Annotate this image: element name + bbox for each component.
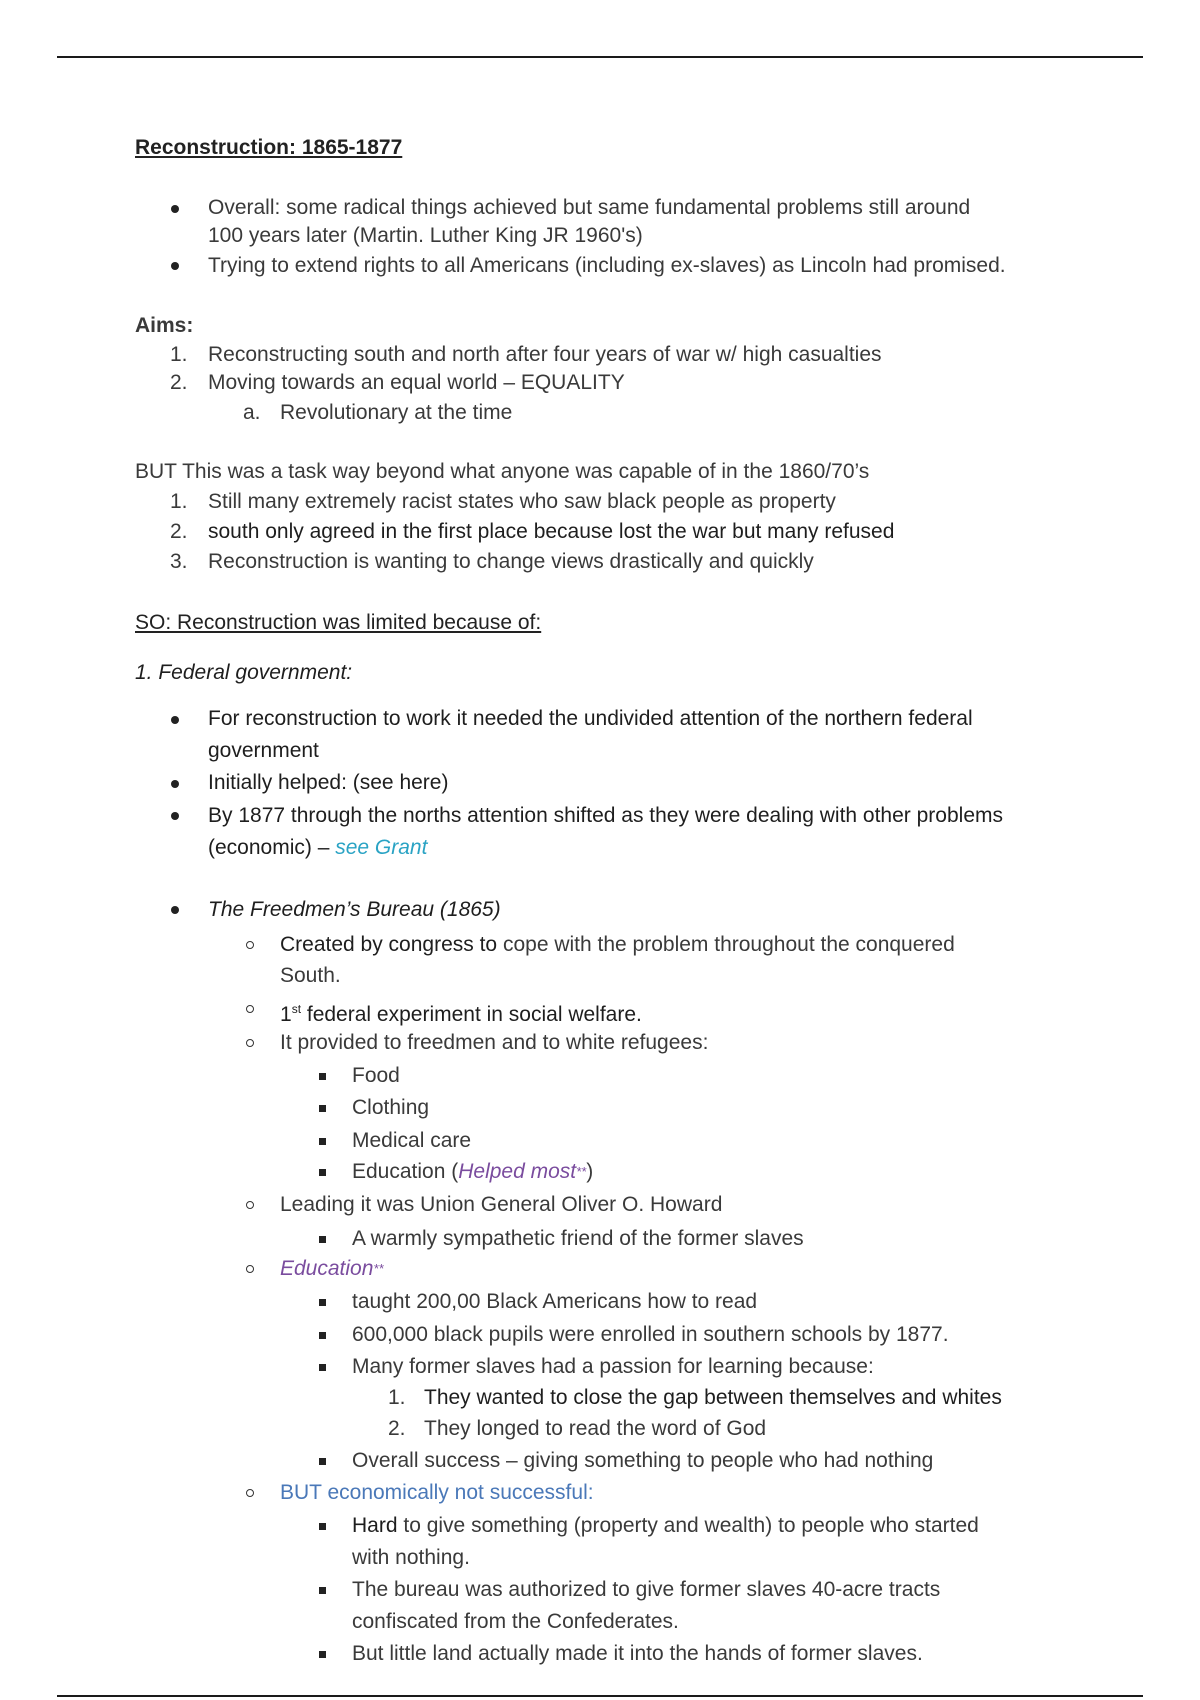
bullet-icon	[171, 262, 179, 270]
intro-line-2: Trying to extend rights to all Americans (including ex-slaves) as Lincoln had promised.	[208, 254, 1006, 277]
circle-bullet-icon	[246, 1489, 254, 1497]
provision-education: Education (Helped most**)	[352, 1160, 594, 1183]
intro-line-1b: 100 years later (Martin. Luther King JR 1960's)	[208, 224, 643, 247]
circle-bullet-icon	[246, 1005, 254, 1013]
bullet-icon	[171, 205, 179, 213]
square-bullet-icon	[319, 1523, 326, 1530]
bullet-icon	[171, 812, 179, 820]
federal-bullet-3: By 1877 through the norths attention shifted as they were dealing with other problems	[208, 804, 1003, 827]
circle-bullet-icon	[246, 1039, 254, 1047]
education-item-1: taught 200,00 Black Americans how to read	[352, 1290, 758, 1313]
list-number: 2.	[170, 520, 188, 543]
list-number: 3.	[170, 550, 188, 573]
econ-item-1-cont: with nothing.	[352, 1546, 470, 1569]
aims-heading: Aims:	[135, 314, 194, 337]
bureau-created: Created by congress to cope with the problem throughout the conquered	[280, 933, 955, 956]
but-item-2: south only agreed in the first place because lost the war but many refused	[208, 520, 895, 543]
aims-sub-a: Revolutionary at the time	[280, 401, 513, 424]
econ-item-2: The bureau was authorized to give former slaves 40-acre tracts	[352, 1578, 941, 1601]
reason-2: They longed to read the word of God	[424, 1417, 767, 1440]
bureau-provided: It provided to freedmen and to white refugees:	[280, 1031, 709, 1054]
see-grant-link[interactable]: see Grant	[335, 836, 428, 859]
econ-item-1: Hard to give something (property and wealth) to people who started	[352, 1514, 979, 1537]
square-bullet-icon	[319, 1073, 326, 1080]
aims-item-1: Reconstructing south and north after four years of war w/ high casualties	[208, 343, 882, 366]
list-number: 1.	[170, 343, 188, 366]
intro-line-1: Overall: some radical things achieved but same fundamental problems still around	[208, 196, 971, 219]
so-heading: SO: Reconstruction was limited because of:	[135, 611, 542, 634]
square-bullet-icon	[319, 1332, 326, 1339]
bullet-icon	[171, 716, 179, 724]
circle-bullet-icon	[246, 941, 254, 949]
square-bullet-icon	[319, 1299, 326, 1306]
square-bullet-icon	[319, 1138, 326, 1145]
square-bullet-icon	[319, 1236, 326, 1243]
square-bullet-icon	[319, 1364, 326, 1371]
howard-note: A warmly sympathetic friend of the former slaves	[352, 1227, 804, 1250]
list-number: 2.	[388, 1417, 406, 1440]
square-bullet-icon	[319, 1587, 326, 1594]
reason-1: They wanted to close the gap between themselves and whites	[424, 1386, 1002, 1409]
square-bullet-icon	[319, 1169, 326, 1176]
list-number: 2.	[170, 371, 188, 394]
page-title: Reconstruction: 1865-1877	[135, 136, 403, 159]
federal-bullet-1b: government	[208, 739, 319, 762]
econ-item-3: But little land actually made it into the hands of former slaves.	[352, 1642, 923, 1665]
but-item-3: Reconstruction is wanting to change views drastically and quickly	[208, 550, 814, 573]
list-number: 1.	[388, 1386, 406, 1409]
header-rule	[57, 56, 1143, 58]
circle-bullet-icon	[246, 1265, 254, 1273]
bureau-heading: The Freedmen’s Bureau (1865)	[208, 898, 501, 921]
federal-bullet-3b: (economic) – see Grant	[208, 836, 428, 859]
bureau-created-cont: South.	[280, 964, 341, 987]
education-item-3: Many former slaves had a passion for learning because:	[352, 1355, 874, 1378]
but-intro: BUT This was a task way beyond what anyone was capable of in the 1860/70’s	[135, 460, 870, 483]
federal-heading: 1. Federal government:	[135, 661, 353, 684]
econ-item-2-cont: confiscated from the Confederates.	[352, 1610, 679, 1633]
education-item-2: 600,000 black pupils were enrolled in southern schools by 1877.	[352, 1323, 949, 1346]
list-number: 1.	[170, 490, 188, 513]
square-bullet-icon	[319, 1105, 326, 1112]
bullet-icon	[171, 780, 179, 788]
bureau-first: 1st federal experiment in social welfare.	[280, 1002, 642, 1026]
footer-rule	[57, 1695, 1143, 1697]
federal-bullet-1: For reconstruction to work it needed the undivided attention of the northern federal	[208, 707, 973, 730]
bullet-icon	[171, 906, 179, 914]
econ-heading: BUT economically not successful:	[280, 1481, 594, 1504]
aims-item-2: Moving towards an equal world – EQUALITY	[208, 371, 625, 394]
square-bullet-icon	[319, 1458, 326, 1465]
education-item-4: Overall success – giving something to people who had nothing	[352, 1449, 934, 1472]
but-item-1: Still many extremely racist states who saw black people as property	[208, 490, 836, 513]
provision-food: Food	[352, 1064, 400, 1087]
federal-bullet-2: Initially helped: (see here)	[208, 771, 449, 794]
circle-bullet-icon	[246, 1201, 254, 1209]
provision-clothing: Clothing	[352, 1096, 430, 1119]
bureau-leading: Leading it was Union General Oliver O. Howard	[280, 1193, 723, 1216]
provision-medical: Medical care	[352, 1129, 472, 1152]
list-letter: a.	[243, 401, 261, 424]
square-bullet-icon	[319, 1651, 326, 1658]
education-heading: Education**	[280, 1257, 384, 1280]
